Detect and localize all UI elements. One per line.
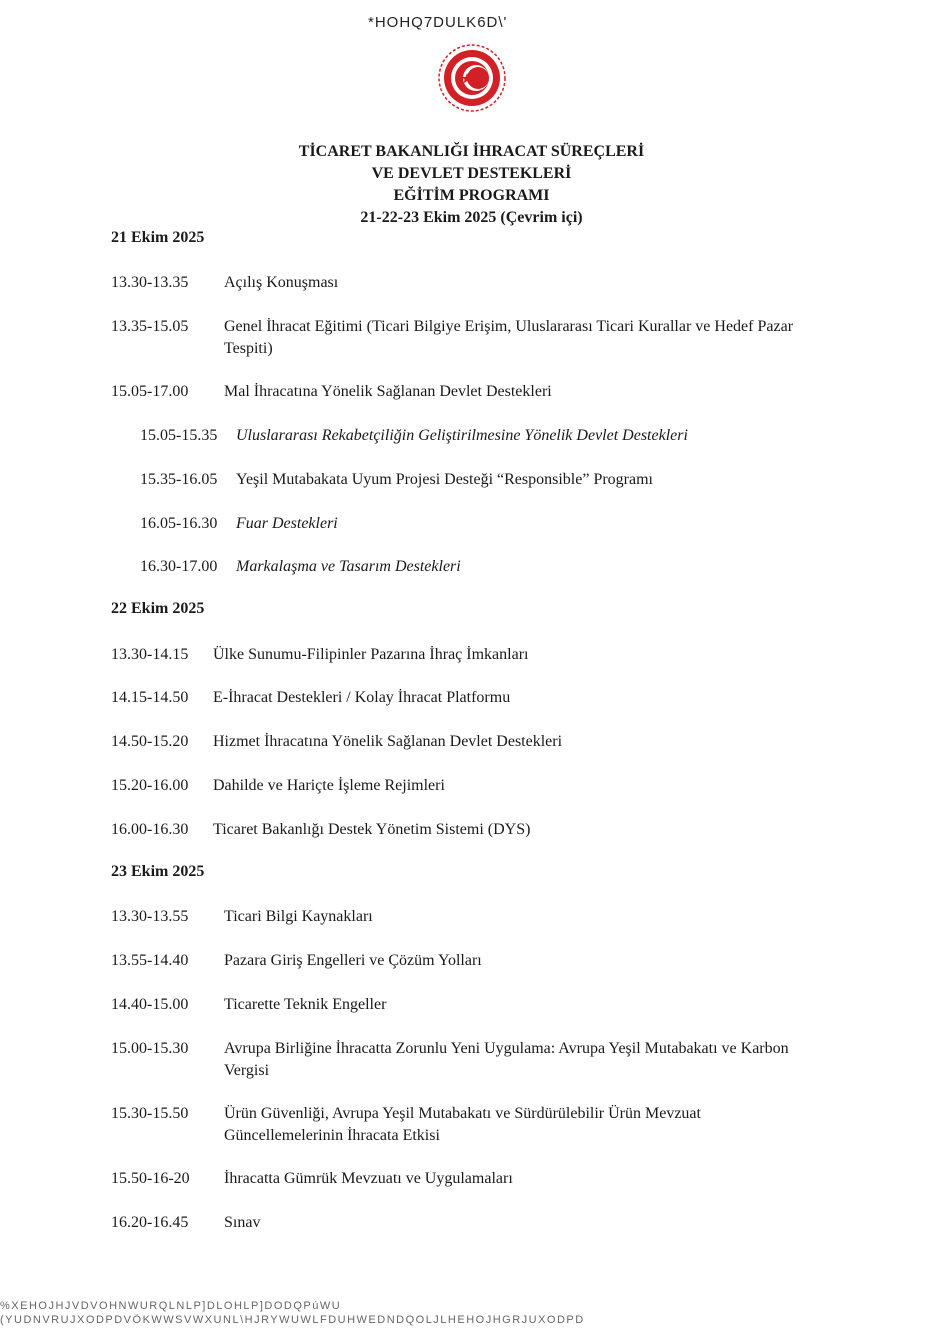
day-heading: 22 Ekim 2025 xyxy=(111,600,205,617)
session-title: İhracatta Gümrük Mevzuatı ve Uygulamaları xyxy=(224,1170,513,1187)
footer-signature-line: %XEHOJHJVDVOHNWURQLNLP]DLOHLP]DODQPúWU xyxy=(0,1300,342,1312)
session-time: 13.35-15.05 xyxy=(111,318,189,335)
session-time: 15.35-16.05 xyxy=(140,471,218,488)
document-title xyxy=(0,141,943,229)
session-time: 15.05-15.35 xyxy=(140,427,218,444)
session-time: 15.05-17.00 xyxy=(111,383,189,400)
title-line-1: TİCARET BAKANLIĞI İHRACAT SÜREÇLERİ xyxy=(298,143,645,160)
session-title: Genel İhracat Eğitimi (Ticari Bilgiye Erişim, Uluslararası Ticari Kurallar ve Hedef Pazar Tespiti) xyxy=(224,318,794,357)
session-title: Mal İhracatına Yönelik Sağlanan Devlet Destekleri xyxy=(224,383,552,400)
session-title: Avrupa Birliğine İhracatta Zorunlu Yeni Uygulama: Avrupa Yeşil Mutabakatı ve Karbon Vergisi xyxy=(224,1040,789,1079)
session-time: 14.15-14.50 xyxy=(111,689,189,706)
session-title: Ülke Sunumu-Filipinler Pazarına İhraç İmkanları xyxy=(213,646,529,663)
session-title: Ticarette Teknik Engeller xyxy=(224,996,387,1013)
title-line-4: 21-22-23 Ekim 2025 (Çevrim içi) xyxy=(360,209,583,226)
session-title: E-İhracat Destekleri / Kolay İhracat Platformu xyxy=(213,689,511,706)
session-time: 13.55-14.40 xyxy=(111,952,189,969)
session-title: Açılış Konuşması xyxy=(224,274,339,291)
session-title: Pazara Giriş Engelleri ve Çözüm Yolları xyxy=(224,952,482,969)
session-time: 14.40-15.00 xyxy=(111,996,189,1013)
day-heading: 23 Ekim 2025 xyxy=(111,863,205,880)
session-title: Uluslararası Rekabetçiliğin Geliştirilmesine Yönelik Devlet Destekleri xyxy=(236,427,688,444)
session-time: 16.20-16.45 xyxy=(111,1214,189,1231)
session-title: Ticaret Bakanlığı Destek Yönetim Sistemi (DYS) xyxy=(213,821,531,838)
session-title: Fuar Destekleri xyxy=(236,515,338,532)
footer-verification-line: (YUDNVRUJXODPDVÕKWWSVWXUNL\HJRYWUWLFDUHWEDNDQOLJLHEHOJHGRJUXODPD xyxy=(0,1314,585,1326)
session-time: 15.50-16-20 xyxy=(111,1170,190,1187)
ministry-emblem-icon xyxy=(437,43,507,113)
session-time: 15.20-16.00 xyxy=(111,777,189,794)
electronic-signature-stamp: *HOHQ7DULK6D\' xyxy=(368,14,508,31)
session-time: 13.30-13.35 xyxy=(111,274,189,291)
day-heading: 21 Ekim 2025 xyxy=(111,229,205,246)
session-title: Hizmet İhracatına Yönelik Sağlanan Devlet Destekleri xyxy=(213,733,563,750)
session-title: Ürün Güvenliği, Avrupa Yeşil Mutabakatı ve Sürdürülebilir Ürün Mevzuat Güncellemelerinin İhracata Etkisi xyxy=(224,1105,701,1144)
session-time: 15.00-15.30 xyxy=(111,1040,189,1057)
session-title: Ticari Bilgi Kaynakları xyxy=(224,908,373,925)
session-time: 16.05-16.30 xyxy=(140,515,218,532)
title-line-2: VE DEVLET DESTEKLERİ xyxy=(371,165,572,182)
session-time: 16.30-17.00 xyxy=(140,558,218,575)
title-line-3: EĞİTİM PROGRAMI xyxy=(393,187,550,204)
session-title: Sınav xyxy=(224,1214,261,1231)
session-title: Dahilde ve Hariçte İşleme Rejimleri xyxy=(213,777,445,794)
session-time: 16.00-16.30 xyxy=(111,821,189,838)
session-time: 13.30-14.15 xyxy=(111,646,189,663)
session-time: 14.50-15.20 xyxy=(111,733,189,750)
session-title: Markalaşma ve Tasarım Destekleri xyxy=(236,558,461,575)
session-time: 13.30-13.55 xyxy=(111,908,189,925)
session-title: Yeşil Mutabakata Uyum Projesi Desteği “Responsible” Programı xyxy=(236,471,653,488)
session-time: 15.30-15.50 xyxy=(111,1105,189,1122)
